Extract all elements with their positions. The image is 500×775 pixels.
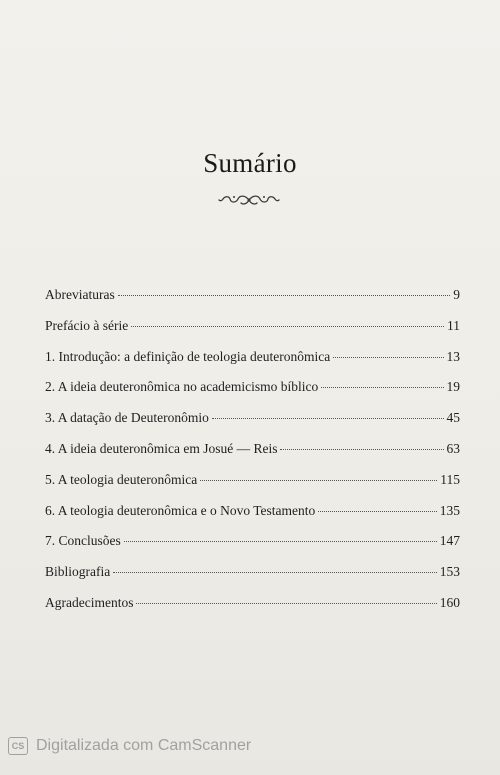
toc-page-number: 115 (440, 471, 460, 487)
dot-leader (131, 326, 444, 327)
dot-leader (124, 541, 437, 542)
toc-entry[interactable] (45, 410, 460, 441)
toc-entry-label: 4. A ideia deuteronômica em Josué — Reis (45, 440, 278, 456)
dot-leader (321, 387, 443, 388)
toc-page-number: 9 (453, 287, 460, 302)
table-of-contents (45, 287, 460, 626)
dot-leader (318, 511, 437, 512)
toc-entry-label: Bibliografia (45, 564, 111, 580)
dot-leader (200, 480, 437, 481)
toc-entry-label: 7. Conclusões (45, 533, 121, 549)
toc-page-number: 19 (446, 379, 460, 395)
toc-entry[interactable] (45, 441, 460, 472)
scanner-watermark (8, 735, 251, 757)
toc-entry-label: 5. A teologia deuteronômica (45, 471, 198, 487)
toc-page-number: 13 (446, 348, 460, 364)
toc-entry[interactable] (45, 349, 460, 380)
toc-entry[interactable] (45, 533, 460, 564)
toc-entry-label: Abreviaturas (45, 287, 115, 302)
fleuron-ornament-icon (218, 192, 280, 208)
dot-leader (212, 418, 444, 419)
toc-page-number: 45 (446, 410, 460, 426)
watermark-text: Digitalizada com CamScanner (36, 737, 252, 754)
toc-page-number: 63 (446, 440, 460, 456)
toc-entry-label: 2. A ideia deuteronômica no academicismo bíblico (45, 379, 319, 395)
camscanner-logo-icon: CS (8, 737, 28, 755)
dot-leader (113, 572, 437, 573)
toc-entry[interactable] (45, 287, 460, 318)
toc-entry[interactable] (45, 564, 460, 595)
toc-entry-label: 3. A datação de Deuteronômio (45, 410, 209, 426)
toc-entry[interactable] (45, 472, 460, 503)
toc-entry-label: Agradecimentos (45, 594, 134, 610)
dot-leader (136, 603, 436, 604)
toc-entry[interactable] (45, 503, 460, 534)
toc-page-number: 160 (439, 594, 460, 610)
toc-page-number: 147 (439, 533, 460, 549)
toc-entry-label: 1. Introdução: a definição de teologia deuteronômica (45, 348, 331, 364)
toc-page-number: 153 (439, 564, 460, 580)
toc-entry[interactable] (45, 318, 460, 349)
toc-entry-label: Prefácio à série (45, 317, 129, 333)
dot-leader (280, 449, 443, 450)
dot-leader (333, 357, 443, 358)
toc-entry[interactable] (45, 379, 460, 410)
toc-entry[interactable] (45, 595, 460, 626)
toc-entry-label: 6. A teologia deuteronômica e o Novo Testamento (45, 502, 316, 518)
dot-leader (118, 295, 451, 296)
toc-page-number: 11 (447, 317, 460, 333)
toc-page-number: 135 (439, 502, 460, 518)
page-title: Sumário (203, 148, 297, 178)
